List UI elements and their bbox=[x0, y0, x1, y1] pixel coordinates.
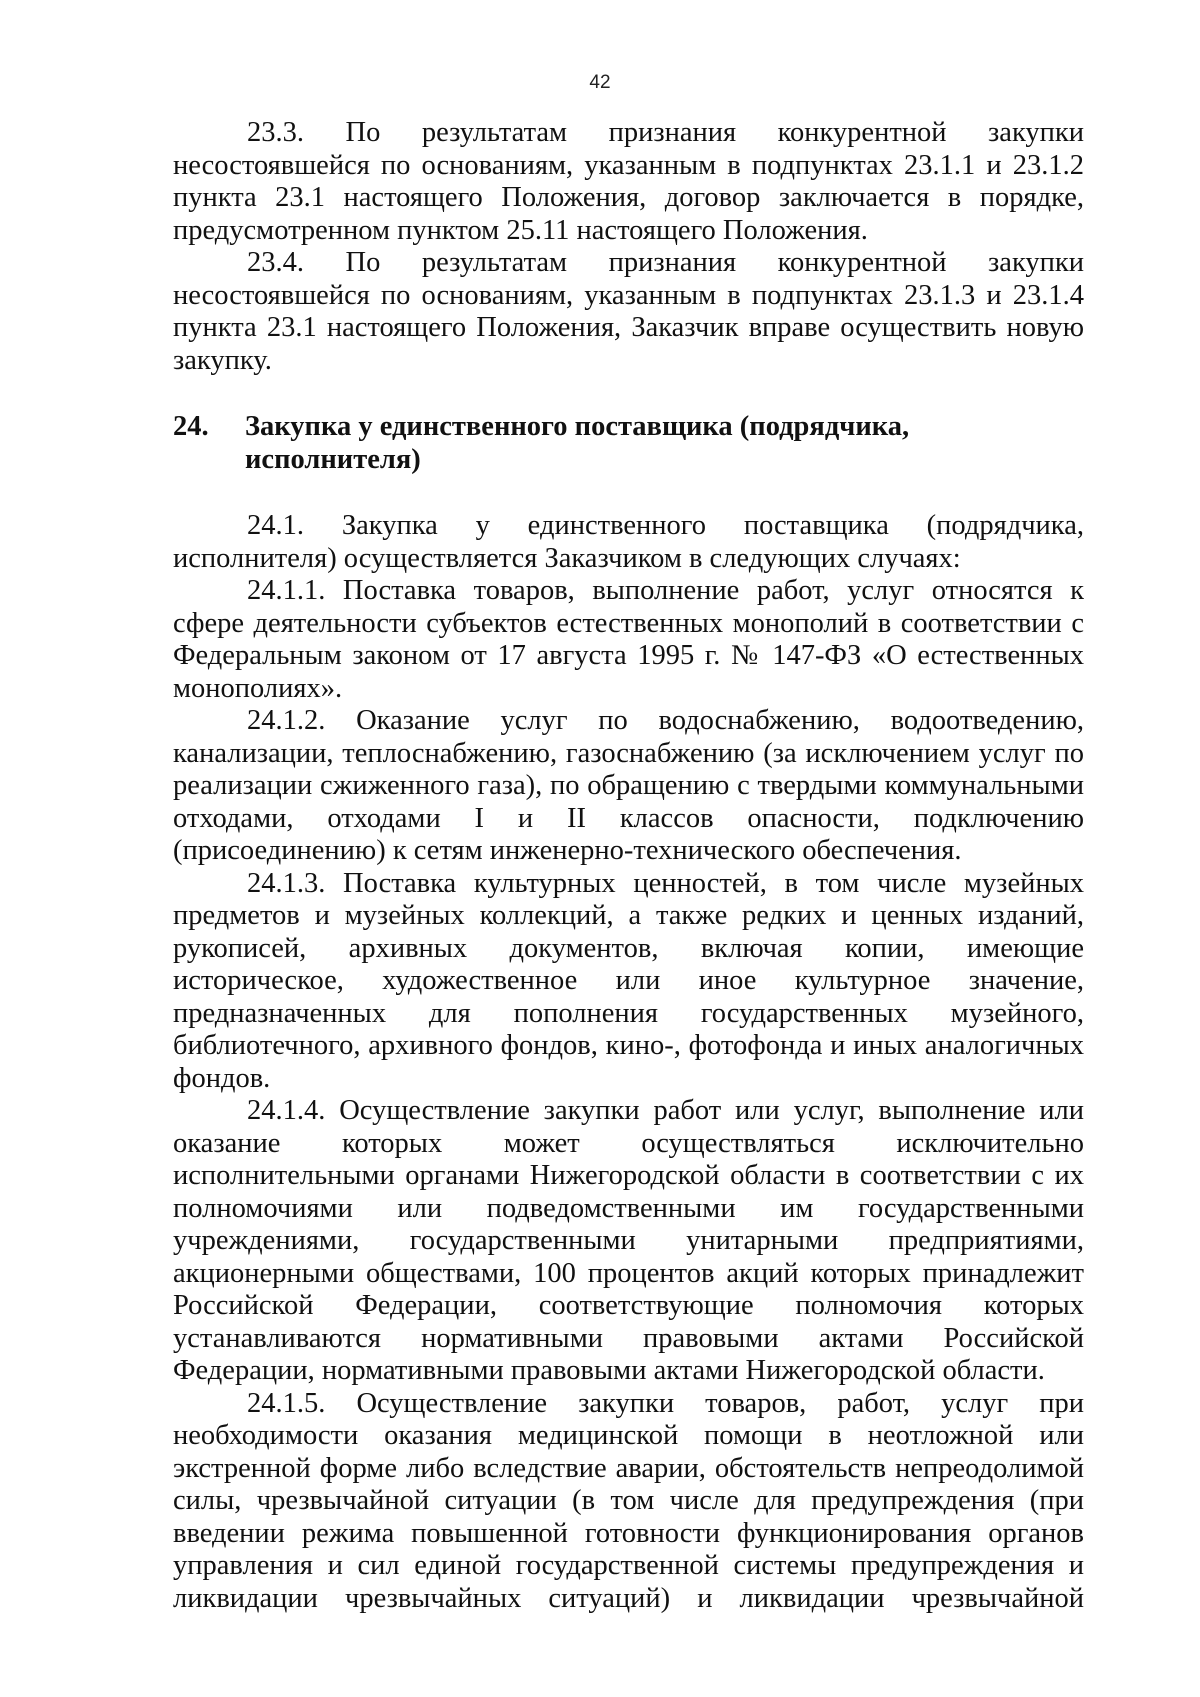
paragraph-24-1: 24.1. Закупка у единственного поставщика (подрядчика, исполнителя) осуществляется Заказчиком в следующих случаях: bbox=[173, 510, 1084, 574]
paragraph-24-1-4: 24.1.4. Осуществление закупки работ или услуг, выполнение или оказание которых может осуществляться исключительно исполнительными органами Нижегородской области в соответствии с их полномочиями или подведомственными им государственными учреждениями, государственными унитарными предприятиями, акционерными обществами, 100 процентов акций которых принадлежит Российской Федерации, соответствующие полномочия которых устанавливаются нормативными правовыми актами Российской Федерации, нормативными правовыми актами Нижегородской области. bbox=[173, 1095, 1084, 1386]
paragraph-24-1-5: 24.1.5. Осуществление закупки товаров, работ, услуг при необходимости оказания медицинской помощи в неотложной или экстренной форме либо вследствие аварии, обстоятельств непреодолимой силы, чрезвычайной ситуации (в том числе для предупреждения (при введении режима повышенной готовности функционирования органов управления и сил единой государственной системы предупреждения и ликвидации чрезвычайных ситуаций) и ликвидации чрезвычайной bbox=[173, 1387, 1084, 1614]
paragraph-24-1-2: 24.1.2. Оказание услуг по водоснабжению, водоотведению, канализации, теплоснабжению, газоснабжению (за исключением услуг по реализации сжиженного газа), по обращению с твердыми коммунальными отходами, отходами I и II классов опасности, подключению (присоединению) к сетям инженерно-технического обеспечения. bbox=[173, 705, 1084, 866]
document-body bbox=[173, 117, 1084, 1615]
paragraph-23-3: 23.3. По результатам признания конкурентной закупки несостоявшейся по основаниям, указанным в подпунктах 23.1.1 и 23.1.2 пункта 23.1 настоящего Положения, договор заключается в порядке, предусмотренном пунктом 25.11 настоящего Положения. bbox=[173, 117, 1084, 246]
paragraph-23-4: 23.4. По результатам признания конкурентной закупки несостоявшейся по основаниям, указанным в подпунктах 23.1.3 и 23.1.4 пункта 23.1 настоящего Положения, Заказчик вправе осуществить новую закупку. bbox=[173, 247, 1084, 376]
section-title: Закупка у единственного поставщика (подрядчика, исполнителя) bbox=[245, 411, 910, 475]
paragraph-24-1-3: 24.1.3. Поставка культурных ценностей, в том числе музейных предметов и музейных коллекций, а также редких и ценных изданий, рукописей, архивных документов, включая копии, имеющие историческое, художественное или иное культурное значение, предназначенных для пополнения государственных музейного, библиотечного, архивного фондов, кино-, фотофонда и иных аналогичных фондов. bbox=[173, 867, 1084, 1094]
page-number: 42 bbox=[589, 72, 611, 93]
section-number: 24. bbox=[173, 411, 209, 442]
section-heading bbox=[173, 411, 1084, 476]
paragraph-24-1-1: 24.1.1. Поставка товаров, выполнение работ, услуг относятся к сфере деятельности субъектов естественных монополий в соответствии с Федеральным законом от 17 августа 1995 г. № 147-ФЗ «О естественных монополиях». bbox=[173, 575, 1084, 704]
